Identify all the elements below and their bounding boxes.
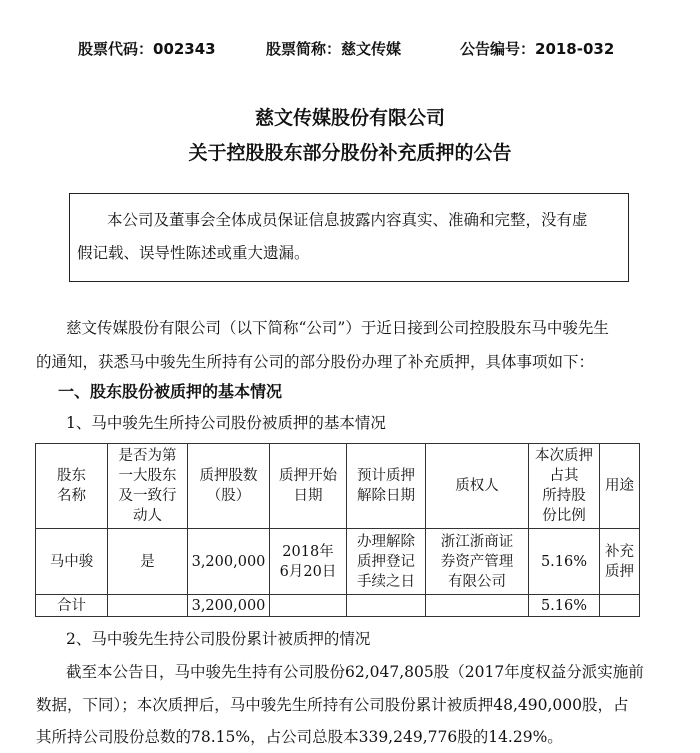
table-cell [426,595,529,617]
statement-line-2: 假记载、误导性陈述或重大遗漏。 [77,244,310,262]
cell-text: 有限公司 [448,573,506,590]
stock-name: 股票简称：慈文传媒 [266,40,402,58]
cumulative-line-2: 数据，下同）；本次质押后，马中骏先生所持有公司股份累计被质押48,490,000股，占 [36,696,629,714]
cell-text: 合计 [57,597,86,614]
table-cell [426,529,529,595]
table-cell [108,529,188,595]
cell-text: 解除日期 [357,488,415,504]
cell-text: （股） [206,488,251,504]
cell-text: 马中骏 [49,553,94,570]
pledge-table [35,443,640,617]
cumulative-line-3: 其所持公司股份总数的78.15%，占公司总股本339,249,776股的14.29%。 [36,728,563,746]
cell-text: 预计质押 [357,468,415,484]
cell-text: 日期 [293,488,323,504]
cell-text: 一大股东 [118,468,177,484]
statement-line-1: 本公司及董事会全体成员保证信息披露内容真实、准确和完整，没有虚 [107,211,588,229]
table-header-cell [188,444,270,529]
cell-text: 质押开始 [279,468,337,484]
cell-text: 浙江浙商证 [440,533,514,550]
table-cell [36,529,108,595]
cell-text: 办理解除 [357,533,415,550]
table-cell [188,595,270,617]
table-cell [270,595,347,617]
table-row [36,529,640,595]
cell-text: 占其 [549,468,579,484]
table-cell [600,529,640,595]
cell-text: 及一致行 [118,488,177,504]
section-1-heading: 一、股东股份被质押的基本情况 [58,382,283,401]
table-header-cell [270,444,347,529]
table-cell [529,529,600,595]
notice-number: 公告编号：2018-032 [460,40,615,58]
table-cell [347,595,426,617]
cell-text: 是 [140,553,155,570]
cell-text: 份比例 [542,508,586,524]
table-header-cell [600,444,640,529]
table-cell [108,595,188,617]
cell-text: 手续之日 [357,573,415,590]
table-total-row [36,595,640,617]
cell-text: 5.16% [540,553,588,570]
board-statement-box [69,193,629,282]
company-title: 慈文传媒股份有限公司 [254,107,445,129]
subsection-1-heading: 1、马中骏先生所持公司股份被质押的基本情况 [66,414,386,432]
cell-text: 3,200,000 [191,553,266,570]
cell-text: 所持股 [542,488,586,504]
cell-text: 质权人 [455,478,499,494]
cell-text: 补充 [605,543,634,560]
cell-text: 6月20日 [279,563,337,580]
table-header-cell [347,444,426,529]
table-header-cell [426,444,529,529]
cell-text: 是否为第 [118,448,177,464]
cell-text: 股东 [57,468,86,484]
table-header-cell [529,444,600,529]
table-cell [529,595,600,617]
cell-text: 动人 [133,508,162,524]
table-header-cell [108,444,188,529]
cell-text: 2018年 [282,543,334,560]
intro-line-2: 的通知，获悉马中骏先生所持有公司的部分股份办理了补充质押，具体事项如下： [36,353,595,371]
cell-text: 5.16% [540,597,588,614]
subsection-2-heading: 2、马中骏先生持公司股份累计被质押的情况 [66,630,371,648]
table-header-row [36,444,640,529]
table-cell [347,529,426,595]
table-header-cell [36,444,108,529]
cell-text: 用途 [605,478,634,494]
table-cell [270,529,347,595]
cell-text: 名称 [57,488,86,504]
table-cell [36,595,108,617]
stock-code: 股票代码：002343 [78,40,216,58]
intro-line-1: 慈文传媒股份有限公司（以下简称“公司”）于近日接到公司控股股东马中骏先生 [66,319,609,337]
cell-text: 券资产管理 [440,553,514,570]
announcement-title: 关于控股股东部分股份补充质押的公告 [188,142,512,164]
cell-text: 3,200,000 [191,597,266,614]
cell-text: 本次质押 [535,448,593,464]
cell-text: 质押登记 [357,553,415,570]
cumulative-line-1: 截至本公告日，马中骏先生持有公司股份62,047,805股（2017年度权益分派实施前 [66,663,644,681]
cell-text: 质押股数 [199,468,258,484]
table-cell [188,529,270,595]
table-cell [600,595,640,617]
cell-text: 质押 [605,563,634,580]
